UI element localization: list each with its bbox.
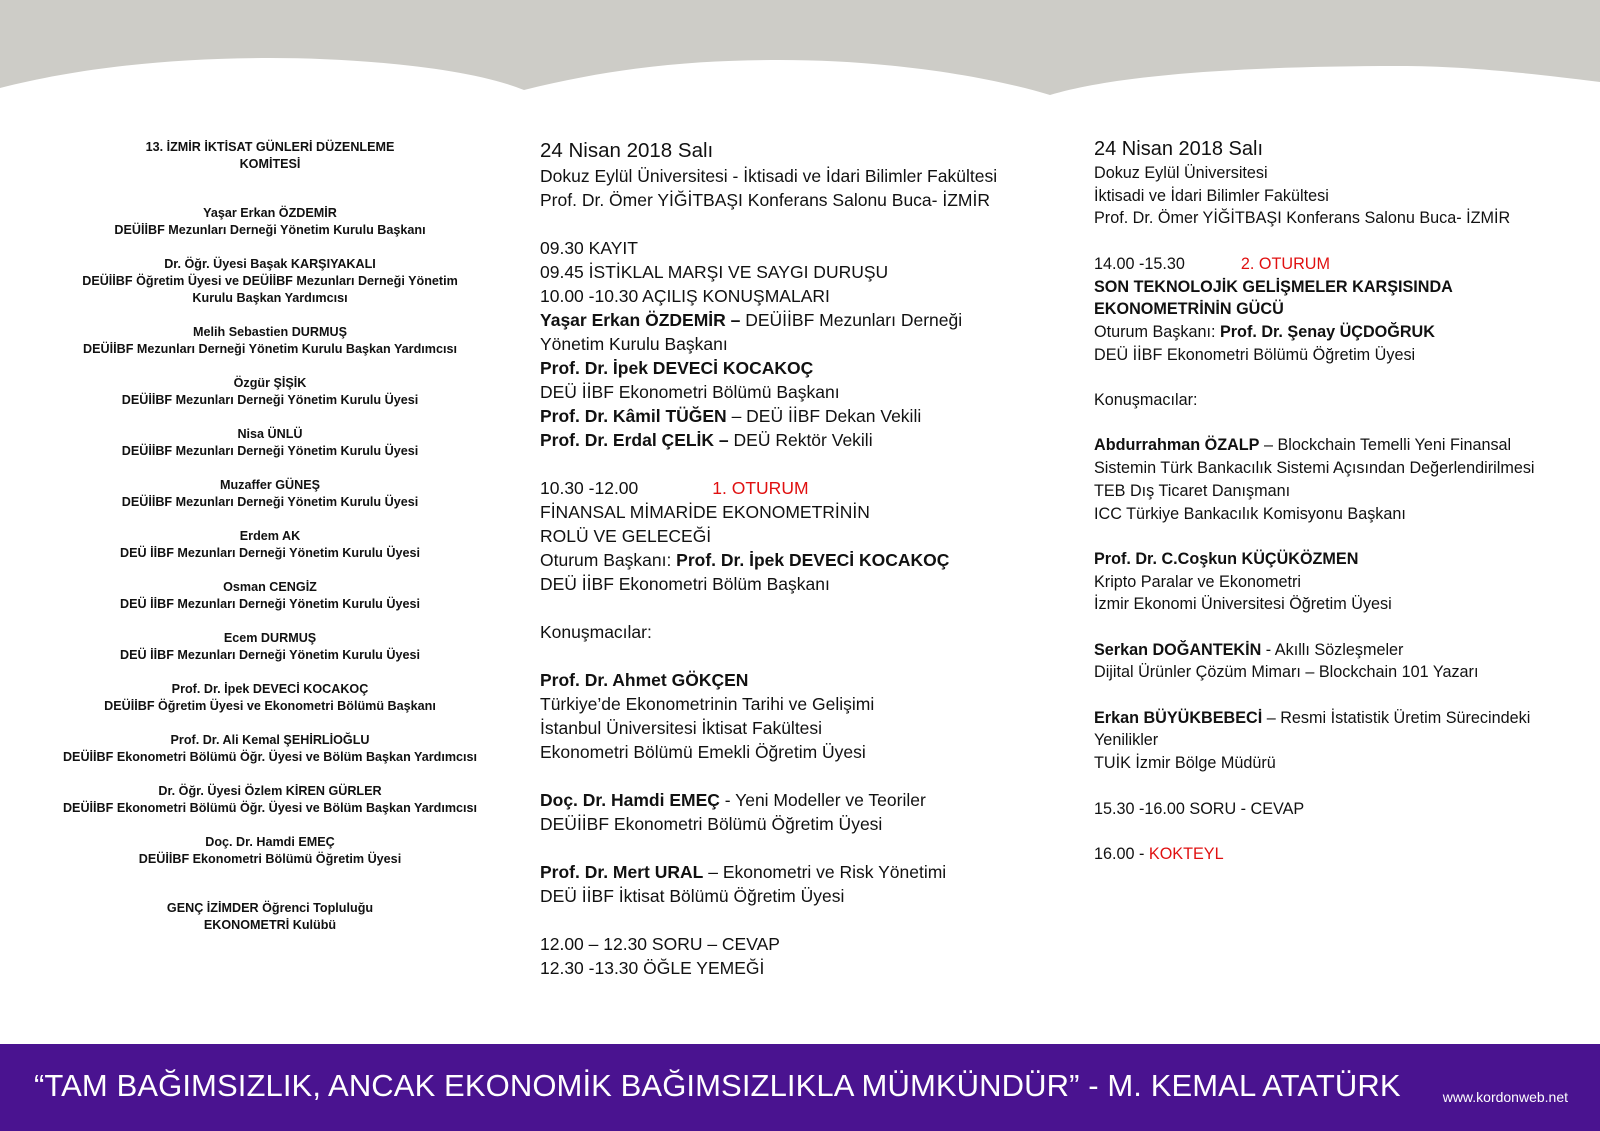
cocktail-item: 16.00 - KOKTEYL: [1094, 844, 1224, 863]
session-title: SON TEKNOLOJİK GELİŞMELER KARŞISINDA: [1094, 277, 1453, 296]
committee-member: Özgür ŞİŞİK DEÜİİBF Mezunları Derneği Yönetim Kurulu Üyesi: [121, 376, 419, 407]
student-club: GENÇ İZİMDER Öğrenci Topluluğu EKONOMETRİ Kulübü: [166, 901, 374, 932]
schedule-item: 10.00 -10.30 AÇILIŞ KONUŞMALARI: [540, 286, 830, 306]
speaker-entry: Abdurrahman ÖZALP – Blockchain Temelli Yeni Finansal: [1094, 436, 1512, 455]
session-chair: Oturum Başkanı: Prof. Dr. İpek DEVECİ KOCAKOÇ: [540, 550, 950, 570]
committee-member: Erdem AK DEÜ İİBF Mezunları Derneği Yönetim Kurulu Üyesi: [120, 529, 420, 560]
committee-member: Melih Sebastien DURMUŞ DEÜİİBF Mezunları Derneği Yönetim Kurulu Başkan Yardımcısı: [83, 325, 457, 356]
speaker-name: Prof. Dr. C.Coşkun KÜÇÜKÖZMEN: [1094, 549, 1359, 568]
session-title: FİNANSAL MİMARİDE EKONOMETRİNİN: [540, 502, 870, 522]
session-header: 14.00 -15.30 2. OTURUM: [1094, 254, 1330, 273]
session-label: 1. OTURUM: [712, 478, 809, 498]
committee-member: Dr. Öğr. Üyesi Özlem KİREN GÜRLER DEÜİİBF Ekonometri Bölümü Öğr. Üyesi ve Bölüm Başkan Yardımcısı: [62, 784, 478, 815]
venue-line: İktisadi ve İdari Bilimler Fakültesi: [1094, 186, 1329, 205]
speakers-label: Konuşmacılar:: [1094, 391, 1198, 409]
schedule-item: 09.30 KAYIT: [540, 238, 638, 258]
venue-line: Prof. Dr. Ömer YİĞİTBAŞI Konferans Salonu Buca- İZMİR: [1094, 209, 1511, 228]
session-header: 10.30 -12.00 1. OTURUM: [540, 478, 809, 498]
program-date: 24 Nisan 2018 Salı: [540, 139, 714, 162]
committee-member: Nisa ÜNLÜ DEÜİİBF Mezunları Derneği Yönetim Kurulu Üyesi: [121, 427, 419, 458]
speaker-entry: Prof. Dr. Mert URAL – Ekonometri ve Risk Yönetimi: [540, 862, 947, 882]
schedule-item: 09.45 İSTİKLAL MARŞI VE SAYGI DURUŞU: [540, 262, 889, 282]
committee-member: Prof. Dr. İpek DEVECİ KOCAKOÇ DEÜİİBF Öğretim Üyesi ve Ekonometri Bölümü Başkanı: [104, 682, 436, 713]
program-date: 24 Nisan 2018 Salı: [1094, 138, 1264, 160]
session-chair: Oturum Başkanı: Prof. Dr. Şenay ÜÇDOĞRUK: [1094, 322, 1435, 341]
venue-line: Dokuz Eylül Üniversitesi - İktisadi ve İdari Bilimler Fakültesi: [540, 166, 998, 186]
committee-member: Dr. Öğr. Üyesi Başak KARŞIYAKALI DEÜİİBF Öğretim Üyesi ve DEÜİİBF Mezunları Derneği Yönetim Kurulu Başkan Yardımcısı: [82, 257, 458, 305]
committee-member: Ecem DURMUŞ DEÜ İİBF Mezunları Derneği Yönetim Kurulu Üyesi: [120, 631, 420, 662]
ataturk-quote: “TAM BAĞIMSIZLIK, ANCAK EKONOMİK BAĞIMSIZLIKLA MÜMKÜNDÜR” - M. KEMAL ATATÜRK: [34, 1068, 1401, 1103]
schedule-item: 15.30 -16.00 SORU - CEVAP: [1094, 799, 1305, 818]
session-label: 2. OTURUM: [1240, 254, 1330, 273]
venue-line: Prof. Dr. Ömer YİĞİTBAŞI Konferans Salonu Buca- İZMİR: [540, 190, 990, 210]
committee-member: Muzaffer GÜNEŞ DEÜİİBF Mezunları Derneği Yönetim Kurulu Üyesi: [121, 478, 419, 509]
committee-title: 13. İZMİR İKTİSAT GÜNLERİ DÜZENLEME KOMİTESİ: [145, 140, 395, 171]
venue-line: Dokuz Eylül Üniversitesi: [1094, 164, 1268, 182]
committee-member: Yaşar Erkan ÖZDEMİR DEÜİİBF Mezunları Derneği Yönetim Kurulu Başkanı: [114, 206, 426, 237]
speakers-label: Konuşmacılar:: [540, 622, 652, 642]
opening-speaker: Prof. Dr. İpek DEVECİ KOCAKOÇ: [540, 358, 814, 378]
footer-banner: [0, 1044, 1600, 1131]
opening-speaker: Yaşar Erkan ÖZDEMİR – DEÜİİBF Mezunları Derneği: [540, 310, 963, 330]
schedule-item: 12.00 – 12.30 SORU – CEVAP: [540, 934, 780, 954]
committee-column: [30, 139, 510, 934]
schedule-item: 12.30 -13.30 ÖĞLE YEMEĞİ: [540, 958, 765, 978]
speaker-entry: Doç. Dr. Hamdi EMEÇ - Yeni Modeller ve Teoriler: [540, 790, 926, 810]
website-link[interactable]: www.kordonweb.net: [1442, 1089, 1568, 1105]
committee-member: Doç. Dr. Hamdi EMEÇ DEÜİİBF Ekonometri Bölümü Öğretim Üyesi: [138, 835, 402, 866]
opening-speaker: Prof. Dr. Erdal ÇELİK – DEÜ Rektör Vekili: [540, 430, 873, 450]
speaker-entry: Erkan BÜYÜKBEBECİ – Resmi İstatistik Üretim Sürecindeki: [1094, 708, 1531, 727]
opening-speaker: Prof. Dr. Kâmil TÜĞEN – DEÜ İİBF Dekan Vekili: [540, 406, 922, 426]
committee-member: Osman CENGİZ DEÜ İİBF Mezunları Derneği Yönetim Kurulu Üyesi: [120, 580, 420, 611]
top-wave-band: [0, 0, 1600, 110]
afternoon-program: 24 Nisan 2018 Salı Dokuz Eylül Üniversitesi İktisadi ve İdari Bilimler Fakültesi Prof. Dr. Ömer YİĞİTBAŞI Konferans Salonu Buca- İZMİR 14.00 -15.30 2. OTURUM SON TEKNOLOJİK GELİŞMELER KARŞISINDA EKONOMETRİNİN GÜCÜ Oturum Başkanı: Prof. Dr. Şenay ÜÇDOĞRUK DEÜ İİBF Ekonometri Bölümü Öğretim Üyesi Konuşmacılar: Abdurrahman ÖZALP – Blockchain Temelli Yeni Finansal Sistemin Türk Bankacılık Sistemi Açısından Değerlendirilmesi TEB Dış Ticaret Danışmanı ICC Türkiye Bankacılık Komisyonu Başkanı Prof. Dr. C.Coşkun KÜÇÜKÖZMEN Kripto Paralar ve Ekonometri İzmir Ekonomi Üniversitesi Öğretim Üyesi Serkan DOĞANTEKİN - Akıllı Sözleşmeler Dijital Ürünler Çözüm Mimarı – Blockchain 101 Yazarı Erkan BÜYÜKBEBECİ – Resmi İstatistik Üretim Sürecindeki Yenilikler TUİK İzmir Bölge Müdürü 15.30 -16.00 SORU - CEVAP 16.00 - KOKTEYL: [1094, 136, 1594, 866]
morning-program: 24 Nisan 2018 Salı Dokuz Eylül Üniversitesi - İktisadi ve İdari Bilimler Fakültesi Prof. Dr. Ömer YİĞİTBAŞI Konferans Salonu Buca- İZMİR 09.30 KAYIT 09.45 İSTİKLAL MARŞI VE SAYGI DURUŞU 10.00 -10.30 AÇILIŞ KONUŞMALARI Yaşar Erkan ÖZDEMİR – DEÜİİBF Mezunları Derneği Yönetim Kurulu Başkanı Prof. Dr. İpek DEVECİ KOCAKOÇ DEÜ İİBF Ekonometri Bölümü Başkanı Prof. Dr. Kâmil TÜĞEN – DEÜ İİBF Dekan Vekili Prof. Dr. Erdal ÇELİK – DEÜ Rektör Vekili 10.30 -12.00 1. OTURUM FİNANSAL MİMARİDE EKONOMETRİNİN ROLÜ VE GELECEĞİ Oturum Başkanı: Prof. Dr. İpek DEVECİ KOCAKOÇ DEÜ İİBF Ekonometri Bölüm Başkanı Konuşmacılar: Prof. Dr. Ahmet GÖKÇEN Türkiye’de Ekonometrinin Tarihi ve Gelişimi İstanbul Üniversitesi İktisat Fakültesi Ekonometri Bölümü Emekli Öğretim Üyesi Doç. Dr. Hamdi EMEÇ - Yeni Modeller ve Teoriler DEÜİİBF Ekonometri Bölümü Öğretim Üyesi Prof. Dr. Mert URAL – Ekonometri ve Risk Yönetimi DEÜ İİBF İktisat Bölümü Öğretim Üyesi 12.00 – 12.30 SORU – CEVAP 12.30 -13.30 ÖĞLE YEMEĞİ: [540, 138, 1060, 980]
speaker-name: Prof. Dr. Ahmet GÖKÇEN: [540, 670, 749, 690]
committee-member: Prof. Dr. Ali Kemal ŞEHİRLİOĞLU DEÜİİBF Ekonometri Bölümü Öğr. Üyesi ve Bölüm Başkan Yardımcısı: [62, 733, 478, 764]
speaker-entry: Serkan DOĞANTEKİN - Akıllı Sözleşmeler: [1094, 640, 1404, 659]
